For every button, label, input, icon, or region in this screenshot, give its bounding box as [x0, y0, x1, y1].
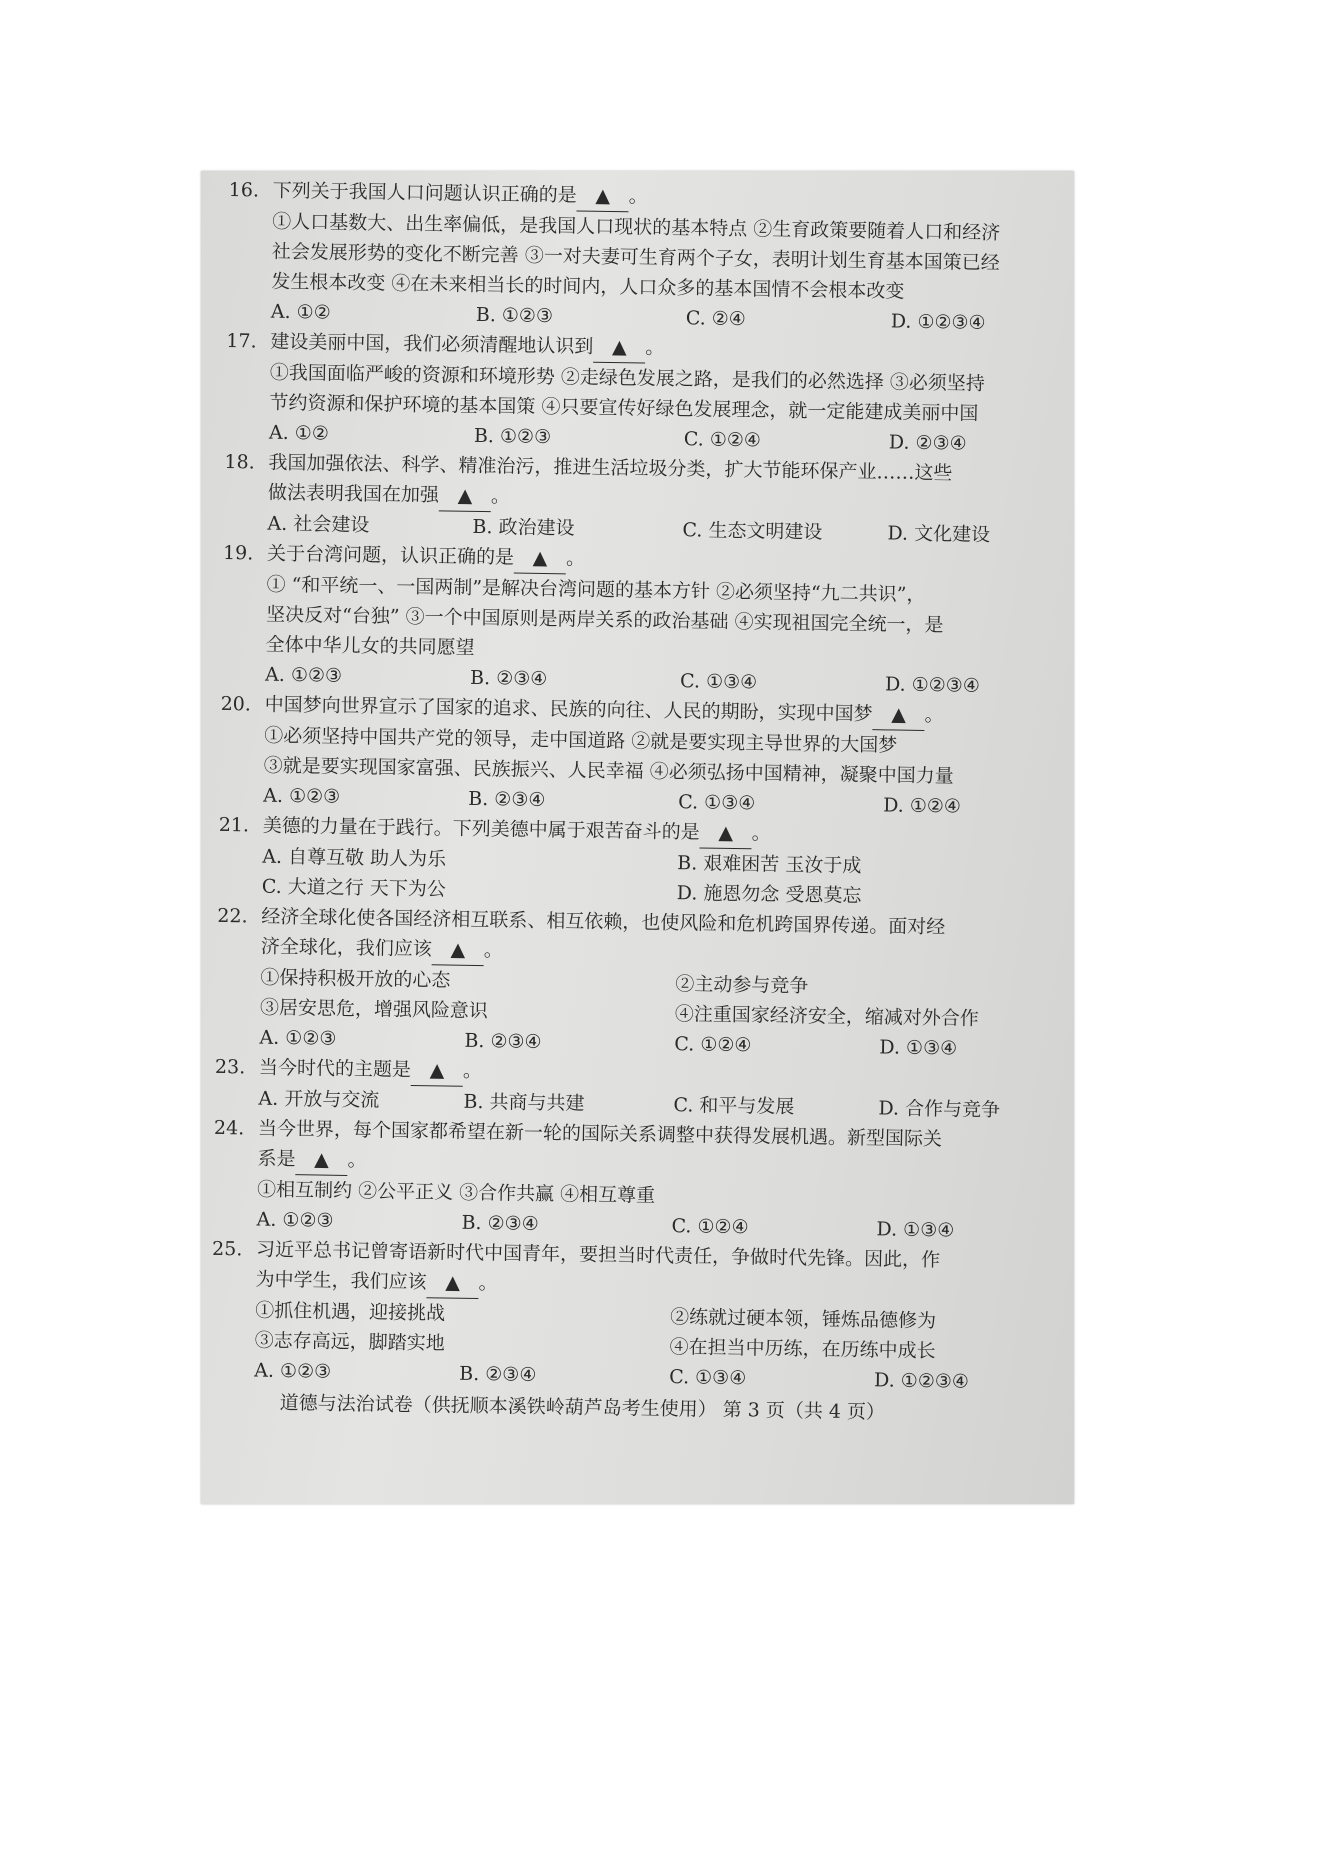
answer-blank: ▲	[439, 480, 491, 512]
option-a: A. 开放与交流	[258, 1087, 380, 1112]
statement-2: ②主动参与竞争	[675, 973, 809, 998]
option-a: A. 自尊互敬 助人为乐	[262, 845, 447, 871]
option-c: C. ①③④	[679, 670, 758, 694]
option-b: B. ②③④	[469, 666, 548, 691]
statement-line: ③就是要实现国家富强、民族振兴、人民幸福 ④必须弘扬中国精神，凝聚中国力量	[263, 754, 954, 788]
question-stem: 建设美丽中国，我们必须清醒地认识到	[270, 330, 594, 358]
question-stem-cont: 系是	[257, 1147, 296, 1171]
statement-line: ① “和平统一、一国两制”是解决台湾问题的基本方针 ②必须坚持“九二共识”，	[266, 573, 926, 606]
statement-2: ②练就过硬本领，锤炼品德修为	[669, 1306, 937, 1333]
answer-blank: ▲	[295, 1144, 347, 1176]
question-stem-cont: 济全球化，我们应该	[260, 935, 433, 961]
statement-line: ①相互制约 ②公平正义 ③合作共赢 ④相互尊重	[256, 1178, 656, 1207]
question-22: 22. 经济全球化使各国经济相互联系、相互依赖，也使风险和危机跨国界传递。面对经 济全球化，我们应该 ▲ 。 ①保持积极开放的心态 ②主动参与竞争 ③居安思危，增强风险意识 ④注重国家经济安全，缩减对外合作 A. ①②③ B. ②③④ C. ①②④ D. ①③④	[215, 901, 1047, 1065]
option-d: D. ①②③④	[873, 1369, 970, 1393]
question-number: 25.	[211, 1237, 243, 1261]
question-number: 18.	[224, 450, 255, 474]
question-stem: 美德的力量在于践行。下列美德中属于艰苦奋斗的是	[262, 814, 700, 844]
option-a: A. ①②	[268, 421, 329, 445]
option-b: B. ①②③	[473, 424, 552, 449]
option-c: C. ①③④	[678, 791, 756, 815]
question-21: 21. 美德的力量在于践行。下列美德中属于艰苦奋斗的是 ▲ 。 A. 自尊互敬 助人为乐 B. 艰难困苦 玉汝于成 C. 大道之行 天下为公 D. 施恩勿念 受恩莫忘	[218, 810, 1049, 914]
statement-line: 全体中华儿女的共同愿望	[265, 633, 475, 659]
question-23: 23. 当今时代的主题是 ▲ 。 A. 开放与交流 B. 共商与共建 C. 和平与发展 D. 合作与竞争	[214, 1052, 1045, 1126]
statement-line: 坚决反对“台独” ③一个中国原则是两岸关系的政治基础 ④实现祖国完全统一，是	[265, 603, 944, 637]
option-a: A. ①②③	[264, 663, 343, 687]
option-a: A. ①②③	[259, 1026, 337, 1050]
question-stem: 经济全球化使各国经济相互联系、相互依赖，也使风险和危机跨国界传递。面对经	[261, 905, 946, 939]
option-d: D. ①②③④	[884, 673, 981, 697]
option-b: B. ②③④	[464, 1029, 542, 1054]
option-b: B. 政治建设	[472, 515, 575, 540]
statement-line: ①必须坚持中国共产党的领导，走中国道路 ②就是要实现主导世界的大国梦	[264, 724, 898, 757]
option-b: B. ②③④	[459, 1362, 537, 1386]
answer-blank: ▲	[576, 180, 628, 212]
option-a: A. 社会建设	[267, 512, 370, 537]
statement-3: ③居安思危，增强风险意识	[259, 996, 489, 1023]
answer-blank: ▲	[514, 543, 566, 575]
option-b: B. ②③④	[461, 1211, 539, 1235]
question-stem: 当今时代的主题是	[258, 1056, 412, 1081]
question-stem: 中国梦向世界宣示了国家的追求、民族的向往、人民的期盼，实现中国梦	[264, 693, 873, 726]
option-d: D. ①②④	[883, 794, 962, 818]
option-c: C. ①②④	[683, 428, 762, 452]
option-d: D. ②③④	[888, 431, 967, 455]
question-stem: 习近平总书记曾寄语新时代中国青年，要担当时代责任，争做时代先锋。因此，作	[255, 1238, 941, 1272]
question-16: 16. 下列关于我国人口问题认识正确的是 ▲ 。 ①人口基数大、出生率偏低，是我国人口现状的基本特点 ②生育政策要随着人口和经济 社会发展形势的变化不断完善 ③一对夫妻可生育两个子女，表明计划生育基本国策已经 发生根本改变 ④在未来相当长的时间内，人口众多的基本国情不会根本改变 A. ①② B. ①②③ C. ②④ D. ①②③④	[227, 175, 1059, 339]
question-24: 24. 当今世界，每个国家都希望在新一轮的国际关系调整中获得发展机遇。新型国际关 系是 ▲ 。 ①相互制约 ②公平正义 ③合作共赢 ④相互尊重 A. ①②③ B. ②③④ C. ①②④ D. ①③④	[212, 1113, 1044, 1247]
question-number: 17.	[226, 329, 257, 353]
option-d: D. ①②③④	[890, 310, 986, 334]
answer-blank: ▲	[411, 1055, 463, 1087]
answer-blank: ▲	[872, 699, 924, 731]
statement-line: ①人口基数大、出生率偏低，是我国人口现状的基本特点 ②生育政策要随着人口和经济	[272, 210, 1001, 245]
question-number: 23.	[214, 1055, 246, 1079]
statement-4: ④注重国家经济安全，缩减对外合作	[674, 1003, 980, 1030]
question-number: 24.	[213, 1116, 245, 1140]
question-stem: 关于台湾问题，认识正确的是	[266, 542, 515, 569]
option-d: D. 文化建设	[887, 522, 991, 546]
question-20: 20. 中国梦向世界宣示了国家的追求、民族的向往、人民的期盼，实现中国梦 ▲ 。 ①必须坚持中国共产党的领导，走中国道路 ②就是要实现主导世界的大国梦 ③就是要实现国家富强、民族振兴、人民幸福 ④必须弘扬中国精神，凝聚中国力量 A. ①②③ B. ②③④ C. ①③④ D. ①②④	[219, 689, 1051, 823]
statement-4: ④在担当中历练，在历练中成长	[669, 1336, 936, 1363]
statement-1: ①保持积极开放的心态	[260, 966, 451, 992]
question-stem: 当今世界，每个国家都希望在新一轮的国际关系调整中获得发展机遇。新型国际关	[257, 1117, 943, 1151]
option-d: D. 合作与竞争	[878, 1097, 1001, 1122]
question-number: 19.	[222, 541, 254, 565]
question-number: 16.	[228, 178, 260, 202]
option-c: C. ①②④	[671, 1215, 749, 1239]
answer-blank: ▲	[426, 1267, 478, 1299]
statement-line: ①我国面临严峻的资源和环境形势 ②走绿色发展之路，是我们的必然选择 ③必须坚持	[269, 361, 986, 395]
statement-line: 节约资源和保护环境的基本国策 ④只要宣传好绿色发展理念，就一定能建成美丽中国	[269, 391, 979, 425]
option-b: B. 共商与共建	[463, 1090, 585, 1115]
question-stem: 下列关于我国人口问题认识正确的是	[272, 179, 577, 207]
question-stem-cont: 做法表明我国在加强	[267, 481, 440, 507]
statement-1: ①抓住机遇，迎接挑战	[254, 1299, 446, 1325]
statement-3: ③志存高远，脚踏实地	[254, 1329, 445, 1355]
option-a: A. ①②	[270, 300, 331, 324]
question-number: 22.	[217, 904, 248, 928]
option-c: C. ②④	[685, 307, 746, 331]
option-a: A. ①②③	[254, 1359, 332, 1383]
exam-page-photo	[201, 171, 1074, 1504]
option-b: B. ②③④	[468, 787, 546, 812]
page-footer: 道德与法治试卷（供抚顺本溪铁岭葫芦岛考生使用） 第 3 页（共 4 页）	[279, 1391, 886, 1424]
question-number: 21.	[218, 813, 250, 837]
option-d: D. 施恩勿念 受恩莫忘	[676, 882, 862, 908]
answer-blank: ▲	[432, 934, 484, 966]
option-a: A. ①②③	[256, 1208, 334, 1232]
answer-blank: ▲	[593, 332, 645, 364]
option-b: B. 艰难困苦 玉汝于成	[677, 852, 862, 878]
option-c: C. 大道之行 天下为公	[261, 875, 446, 901]
statement-line: 发生根本改变 ④在未来相当长的时间内，人口众多的基本国情不会根本改变	[271, 270, 905, 303]
question-17: 17. 建设美丽中国，我们必须清醒地认识到 ▲ 。 ①我国面临严峻的资源和环境形势 ②走绿色发展之路，是我们的必然选择 ③必须坚持 节约资源和保护环境的基本国策 ④只要宣传好绿色发展理念，就一定能建成美丽中国 A. ①② B. ①②③ C. ①②④ D. ②③④	[225, 326, 1057, 460]
exam-content	[209, 175, 1058, 1430]
question-number: 20.	[220, 692, 252, 716]
option-c: C. 和平与发展	[673, 1094, 795, 1118]
answer-blank: ▲	[699, 817, 751, 849]
question-25: 25. 习近平总书记曾寄语新时代中国青年，要担当时代责任，争做时代先锋。因此，作 为中学生，我们应该 ▲ 。 ①抓住机遇，迎接挑战 ②练就过硬本领，锤炼品德修为 ③志存高远，脚踏实地 ④在担当中历练，在历练中成长 A. ①②③ B. ②③④ C. ①③④ D. ①②③④	[210, 1234, 1042, 1398]
question-18: 18. 我国加强依法、科学、精准治污，推进生活垃圾分类，扩大节能环保产业……这些 做法表明我国在加强 ▲ 。 A. 社会建设 B. 政治建设 C. 生态文明建设 D. 文化建设	[223, 447, 1054, 551]
statement-line: 社会发展形势的变化不断完善 ③一对夫妻可生育两个子女，表明计划生育基本国策已经	[271, 240, 1000, 275]
question-stem-cont: 为中学生，我们应该	[255, 1268, 427, 1294]
option-a: A. ①②③	[263, 784, 341, 808]
question-19: 19. 关于台湾问题，认识正确的是 ▲ 。 ① “和平统一、一国两制”是解决台湾问题的基本方针 ②必须坚持“九二共识”， 坚决反对“台独” ③一个中国原则是两岸关系的政治基础 ④实现祖国完全统一，是 全体中华儿女的共同愿望 A. ①②③ B. ②③④ C. ①③④ D. ①②③④	[221, 538, 1053, 702]
option-d: D. ①③④	[876, 1218, 955, 1242]
option-d: D. ①③④	[879, 1036, 958, 1060]
option-c: C. ①②④	[674, 1033, 752, 1057]
option-b: B. ①②③	[475, 303, 554, 328]
question-stem: 我国加强依法、科学、精准治污，推进生活垃圾分类，扩大节能环保产业……这些	[268, 451, 953, 485]
option-c: C. ①③④	[669, 1366, 747, 1390]
option-c: C. 生态文明建设	[682, 519, 823, 544]
